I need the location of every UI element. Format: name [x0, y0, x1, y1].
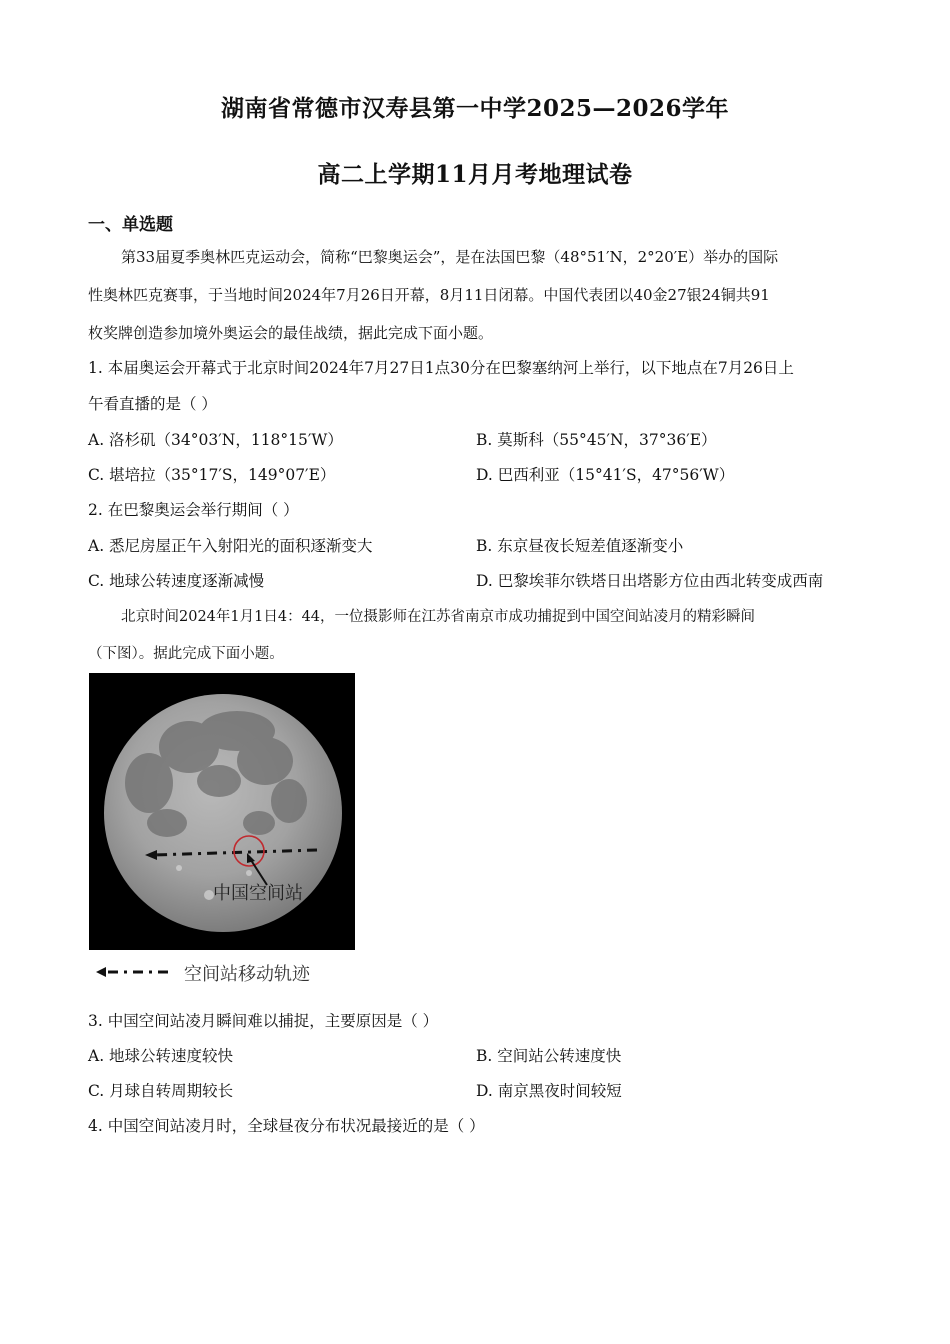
q2-option-d[interactable]: D. 巴黎埃菲尔铁塔日出塔影方位由西北转变成西南 — [476, 572, 824, 590]
q4-stem: 4. 中国空间站凌月时，全球昼夜分布状况最接近的是（ ） — [88, 1117, 485, 1135]
q1-stem-line1: 1. 本届奥运会开幕式于北京时间2024年7月27日1点30分在巴黎塞纳河上举行，以下地点在7月26日上 — [88, 359, 794, 377]
legend-line-symbol — [94, 960, 174, 986]
q2-option-a[interactable]: A. 悉尼房屋正午入射阳光的面积逐渐变大 — [88, 537, 373, 555]
material1-line1: 第33届夏季奥林匹克运动会，简称“巴黎奥运会”，是在法国巴黎（48°51′N，2°20′E）举办的国际 — [121, 248, 779, 266]
q1-option-a[interactable]: A. 洛杉矶（34°03′N，118°15′W） — [88, 431, 343, 449]
legend-label: 空间站移动轨迹 — [184, 964, 310, 985]
moon-photo — [89, 673, 355, 950]
q1-stem-line2: 午看直播的是（ ） — [88, 395, 217, 413]
q3-stem: 3. 中国空间站凌月瞬间难以捕捉，主要原因是（ ） — [88, 1012, 439, 1030]
q2-option-c[interactable]: C. 地球公转速度逐渐减慢 — [88, 572, 265, 590]
material1-line2: 性奥林匹克赛事，于当地时间2024年7月26日开幕，8月11日闭幕。中国代表团以40金27银24铜共91 — [88, 286, 770, 304]
q3-option-d[interactable]: D. 南京黑夜时间较短 — [476, 1082, 622, 1100]
q1-option-d[interactable]: D. 巴西利亚（15°41′S，47°56′W） — [476, 466, 735, 484]
moon-photo-figure — [89, 673, 355, 950]
material2-line2: （下图）。据此完成下面小题。 — [88, 646, 284, 662]
station-label: 中国空间站 — [213, 883, 303, 904]
q3-option-a[interactable]: A. 地球公转速度较快 — [88, 1047, 234, 1065]
q2-stem: 2. 在巴黎奥运会举行期间（ ） — [88, 501, 299, 519]
q2-option-b[interactable]: B. 东京昼夜长短差值逐渐变小 — [476, 537, 684, 555]
exam-title-line2: 高二上学期11月月考地理试卷 — [317, 161, 633, 188]
material1-line3: 枚奖牌创造参加境外奥运会的最佳战绩，据此完成下面小题。 — [88, 324, 494, 342]
q1-option-b[interactable]: B. 莫斯科（55°45′N，37°36′E） — [476, 431, 717, 449]
material2-line1: 北京时间2024年1月1日4：44，一位摄影师在江苏省南京市成功捕捉到中国空间站凌月的精彩瞬间 — [121, 609, 756, 625]
q3-option-b[interactable]: B. 空间站公转速度快 — [476, 1047, 622, 1065]
exam-title-line1: 湖南省常德市汉寿县第一中学2025—2026学年 — [220, 95, 730, 122]
q3-option-c[interactable]: C. 月球自转周期较长 — [88, 1082, 234, 1100]
q1-option-c[interactable]: C. 堪培拉（35°17′S，149°07′E） — [88, 466, 336, 484]
figure-legend — [94, 960, 310, 986]
section-heading: 一、单选题 — [88, 215, 173, 235]
